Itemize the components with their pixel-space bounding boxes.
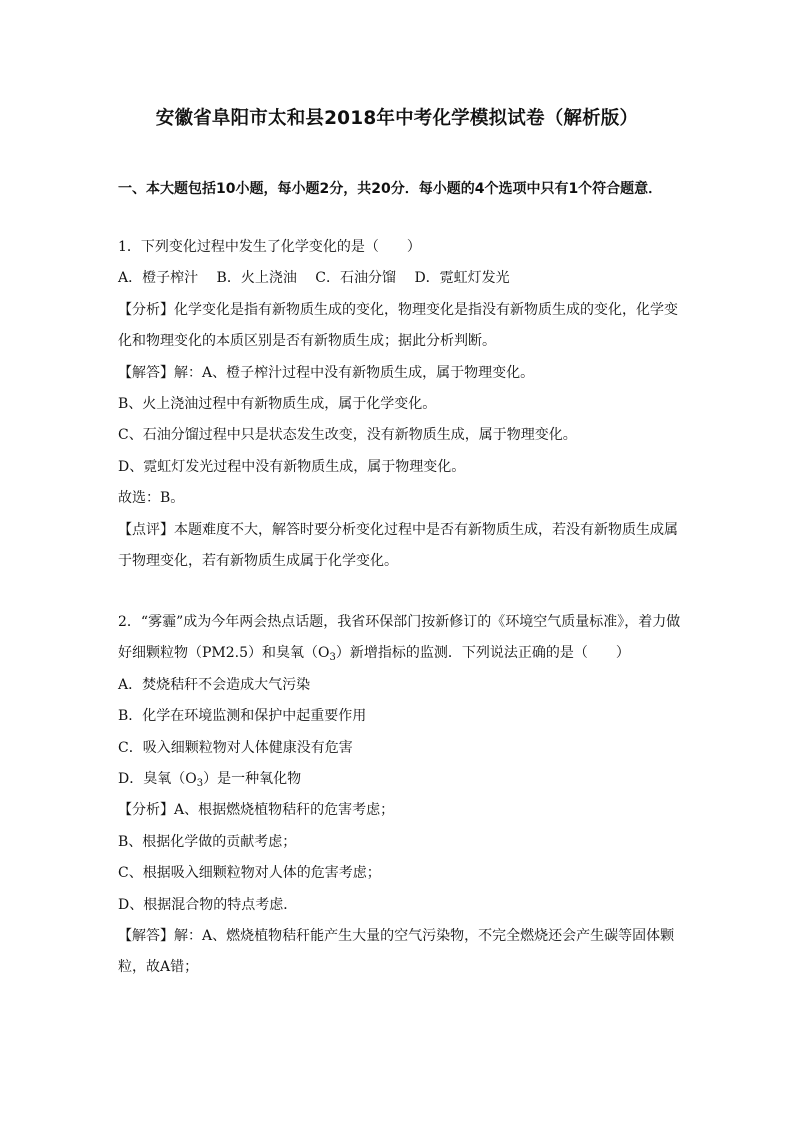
comment-text: 本题难度不大，解答时要分析变化过程中是否有新物质生成，若没有新物质生成属于物理变化，若有新物质生成属于化学变化。 [118, 521, 678, 570]
question-2-analysis-c: C、根据吸入细颗粒物对人体的危害考虑； [118, 865, 381, 882]
question-1-answer-b: B、火上浇油过程中有新物质生成，属于化学变化。 [118, 396, 437, 413]
question-1-answer-d: D、霓虹灯发光过程中没有新物质生成，属于物理变化。 [118, 458, 466, 475]
answer-tag: 【解答】 [118, 364, 174, 381]
question-2-option-a: A．焚烧秸秆不会造成大气污染 [118, 676, 311, 693]
question-2-answer [118, 921, 684, 984]
comment-tag: 【点评】 [118, 521, 174, 538]
question-1-stem: 1．下列变化过程中发生了化学变化的是（ ） [118, 239, 421, 255]
option-d-text-2: ）是一种氧化物 [203, 771, 302, 788]
document-title: 安徽省阜阳市太和县2018年中考化学模拟试卷（解析版） [155, 108, 639, 129]
analysis-tag: 【分析】 [118, 301, 174, 318]
analysis-tag: 【分析】 [118, 802, 174, 819]
stem-text-1: 2．“雾霾”成为今年两会热点话题，我省环保部门按新修订的《环境空气质量标准》，着力做好细颗粒物（PM2.5）和臭氧（O [118, 614, 681, 662]
stem-text-2: ）新增指标的监测．下列说法正确的是（ ） [335, 645, 630, 662]
question-1-options: A．橙子榨汁 B．火上浇油 C．石油分馏 D．霓虹灯发光 [118, 270, 510, 287]
section-heading: 一、本大题包括10小题，每小题2分，共20分．每小题的4个选项中只有1个符合题意． [118, 181, 663, 197]
question-1-choice: 故选：B。 [118, 490, 185, 507]
question-1-answer [118, 358, 684, 389]
question-2-option-b: B．化学在环境监测和保护中起重要作用 [118, 708, 367, 725]
answer-tag: 【解答】 [118, 928, 174, 945]
option-d-text-1: D．臭氧（O [118, 771, 197, 788]
subscript: 3 [196, 778, 204, 790]
question-1-analysis [118, 295, 684, 358]
answer-text-a: 解：A、橙子榨汁过程中没有新物质生成，属于物理变化。 [174, 364, 535, 381]
question-2-option-c: C．吸入细颗粒物对人体健康没有危害 [118, 739, 353, 756]
question-1-comment [118, 515, 684, 578]
question-2-option-d [118, 764, 684, 795]
question-2-analysis [118, 795, 684, 826]
question-2-analysis-b: B、根据化学做的贡献考虑； [118, 833, 297, 850]
analysis-text: 化学变化是指有新物质生成的变化，物理变化是指没有新物质生成的变化，化学变化和物理变化的本质区别是否有新物质生成；据此分析判断。 [118, 301, 678, 350]
question-1-answer-c: C、石油分馏过程中只是状态发生改变，没有新物质生成，属于物理变化。 [118, 427, 577, 444]
question-1 [118, 232, 684, 577]
analysis-text-a: A、根据燃烧植物秸秆的危害考虑； [174, 802, 395, 819]
question-2-analysis-d: D、根据混合物的特点考虑． [118, 896, 298, 913]
question-2-stem [118, 607, 684, 670]
question-2 [118, 607, 684, 984]
answer-text-a: 解：A、燃烧植物秸秆能产生大量的空气污染物，不完全燃烧还会产生碳等固体颗粒，故A错； [118, 928, 675, 976]
subscript: 3 [329, 652, 336, 664]
